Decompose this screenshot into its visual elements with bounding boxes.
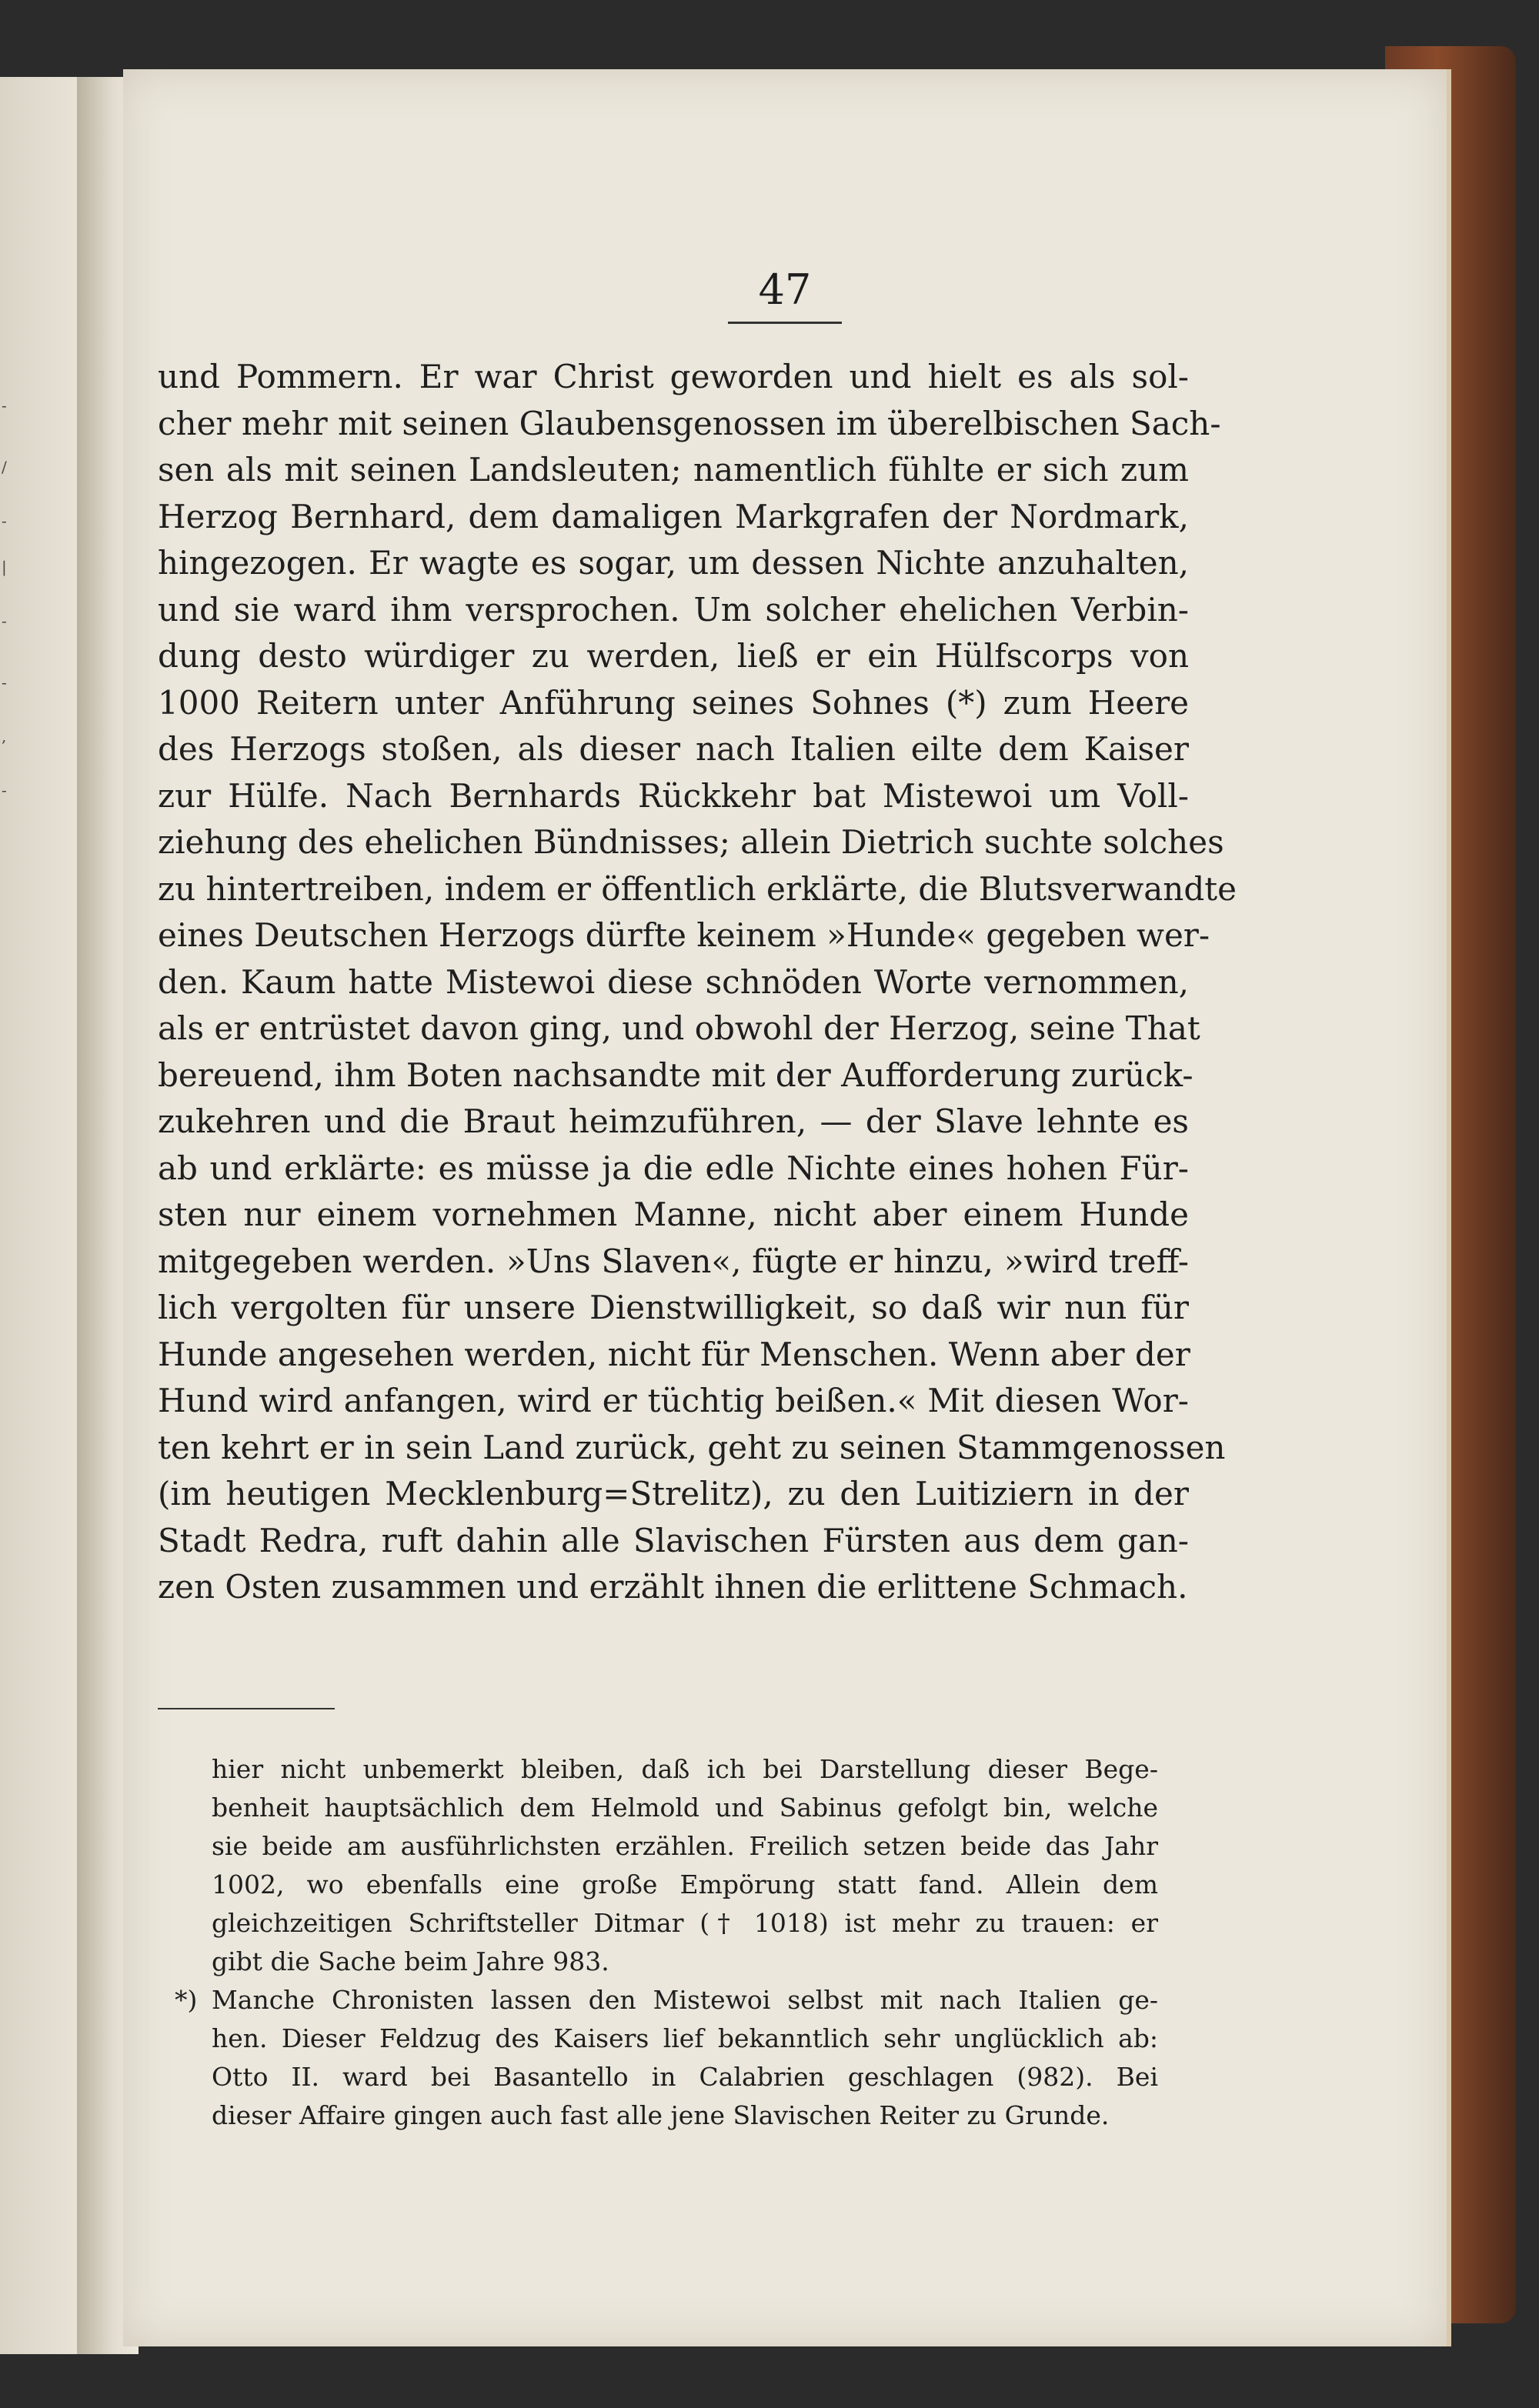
facing-page-mark: / <box>2 458 7 476</box>
text-line: hingezogen. Er wagte es sogar, um dessen Nichte anzuhalten, <box>158 544 1189 582</box>
text-line: zu hintertreiben, indem er öffentlich erklärte, die Blutsverwandte <box>158 869 1237 908</box>
footnote-line: sie beide am ausführlichsten erzählen. Freilich setzen beide das Jahr <box>212 1831 1158 1861</box>
text-line: zur Hülfe. Nach Bernhards Rückkehr bat Mistewoi um Voll- <box>158 776 1189 815</box>
text-line: und sie ward ihm versprochen. Um solcher ehelichen Verbin- <box>158 590 1189 629</box>
text-line: lich vergolten für unsere Dienstwilligkeit, so daß wir nun für <box>158 1289 1189 1326</box>
text-line: des Herzogs stoßen, als dieser nach Italien eilte dem Kaiser <box>158 730 1189 768</box>
facing-page-mark: | <box>2 558 7 576</box>
text-line: eines Deutschen Herzogs dürfte keinem »Hunde« gegeben wer- <box>158 916 1210 954</box>
text-line: 1000 Reitern unter Anführung seines Sohnes (*) zum Heere <box>158 683 1189 722</box>
text-line: Stadt Redra, ruft dahin alle Slavischen Fürsten aus dem gan- <box>158 1521 1189 1559</box>
text-line: Herzog Bernhard, dem damaligen Markgrafen der Nordmark, <box>158 497 1189 535</box>
book-page <box>123 69 1451 2346</box>
footnote-line-text: Manche Chronisten lassen den Mistewoi selbst mit nach Italien ge- <box>212 1985 1158 2015</box>
page-number: 47 <box>728 265 843 324</box>
footnote-separator <box>158 1708 335 1709</box>
text-line: Hund wird anfangen, wird er tüchtig beißen.« Mit diesen Wor- <box>158 1382 1189 1419</box>
text-line: den. Kaum hatte Mistewoi diese schnöden Worte vernommen, <box>158 962 1189 1001</box>
text-line: als er entrüstet davon ging, und obwohl der Herzog, seine That <box>158 1009 1200 1047</box>
footnote-marker: *) <box>175 1985 198 2015</box>
footnote-line: Otto II. ward bei Basantello in Calabrien geschlagen (982). Bei <box>212 2062 1158 2092</box>
footnote-star-first-line <box>175 1981 1158 2019</box>
footnote-line: dieser Affaire gingen auch fast alle jene Slavischen Reiter zu Grunde. <box>212 2100 1110 2130</box>
text-line: zen Osten zusammen und erzählt ihnen die erlittene Schmach. <box>158 1568 1188 1606</box>
facing-page-mark: - <box>2 673 7 692</box>
text-line: sen als mit seinen Landsleuten; namentlich fühlte er sich zum <box>158 451 1189 489</box>
text-line: ten kehrt er in sein Land zurück, geht zu seinen Stammgenossen <box>158 1428 1226 1466</box>
text-line: und Pommern. Er war Christ geworden und hielt es als sol- <box>158 358 1189 395</box>
footnote-line: gibt die Sache beim Jahre 983. <box>212 1946 609 1976</box>
footnote-line: hen. Dieser Feldzug des Kaisers lief bekanntlich sehr unglücklich ab: <box>212 2023 1158 2053</box>
footnote-line: gleichzeitigen Schriftsteller Ditmar († 1018) ist mehr zu trauen: er <box>212 1908 1158 1938</box>
text-line: (im heutigen Mecklenburg=Strelitz), zu den Luitiziern in der <box>158 1475 1189 1513</box>
facing-page-mark: - <box>2 612 7 630</box>
footnote-line: 1002, wo ebenfalls eine große Empörung statt fand. Allein dem <box>212 1869 1158 1899</box>
text-line: dung desto würdiger zu werden, ließ er ein Hülfscorps von <box>158 637 1189 675</box>
text-line: ziehung des ehelichen Bündnisses; allein Dietrich suchte solches <box>158 823 1224 861</box>
text-line: ab und erklärte: es müsse ja die edle Nichte eines hohen Für- <box>158 1149 1189 1187</box>
main-text <box>158 354 1237 1611</box>
footnote-line: benheit hauptsächlich dem Helmold und Sabinus gefolgt bin, welche <box>212 1793 1158 1823</box>
facing-page-mark: - <box>2 396 7 415</box>
text-line: cher mehr mit seinen Glaubensgenossen im überelbischen Sach- <box>158 404 1221 442</box>
footnotes <box>175 1750 1158 2135</box>
text-line: bereuend, ihm Boten nachsandte mit der Aufforderung zurück- <box>158 1056 1193 1094</box>
page-header <box>123 265 1447 324</box>
text-line: mitgegeben werden. »Uns Slaven«, fügte er hinzu, »wird treff- <box>158 1242 1189 1280</box>
footnote-line: hier nicht unbemerkt bleiben, daß ich bei Darstellung dieser Bege- <box>212 1754 1158 1784</box>
facing-page-mark: , <box>2 727 7 745</box>
facing-page-mark: - <box>2 781 7 799</box>
text-line: sten nur einem vornehmen Manne, nicht aber einem Hunde <box>158 1196 1189 1233</box>
text-line: zukehren und die Braut heimzuführen, — der Slave lehnte es <box>158 1102 1189 1140</box>
facing-page-mark: - <box>2 512 7 530</box>
text-line: Hunde angesehen werden, nicht für Menschen. Wenn aber der <box>158 1335 1190 1373</box>
